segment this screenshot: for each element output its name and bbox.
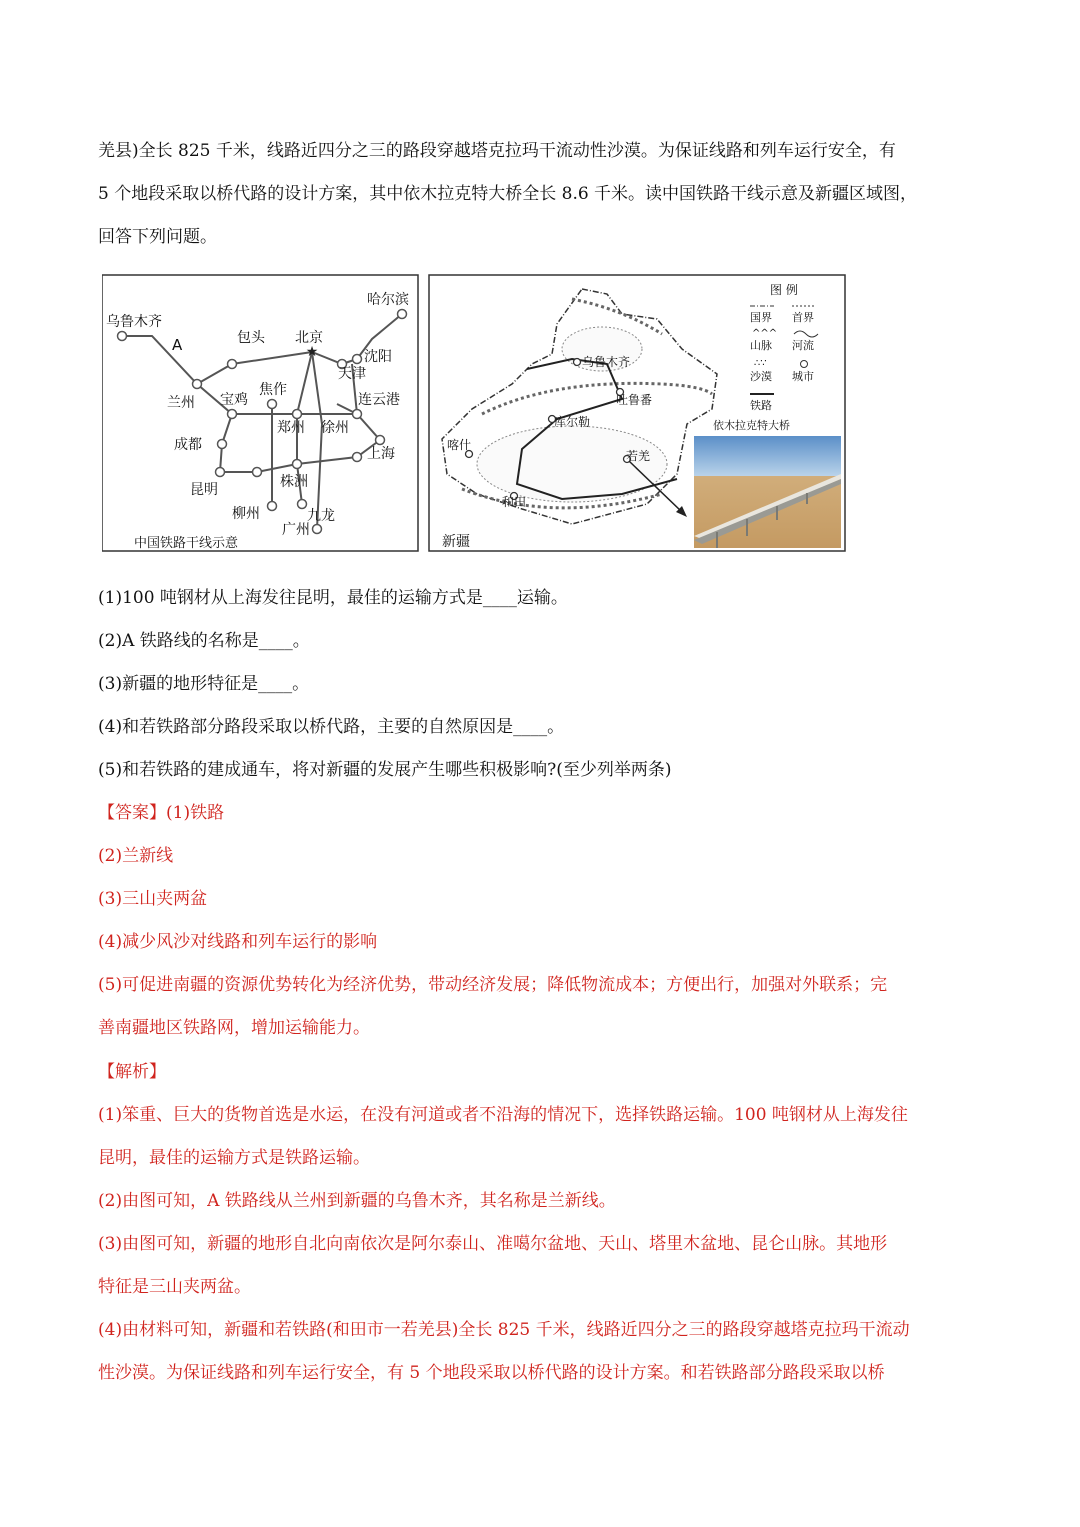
- city-label: 广州: [282, 522, 310, 538]
- analysis-line: (4)由材料可知，新疆和若铁路(和田市一若羌县)全长 825 千米，线路近四分之三的路段穿越塔克拉玛干流动: [98, 1320, 910, 1340]
- bridge-photo: [694, 436, 841, 548]
- intro-line: 回答下列问题。: [98, 227, 217, 247]
- city-label: 成都: [174, 437, 202, 453]
- answer-item: (4)减少风沙对线路和列车运行的影响: [98, 932, 378, 952]
- city-label: 哈尔滨: [367, 292, 409, 308]
- analysis-line: 特征是三山夹两盆。: [98, 1277, 251, 1297]
- intro-line: 羌县)全长 825 千米，线路近四分之三的路段穿越塔克拉玛干流动性沙漠。为保证线路和列车运行安全，有: [98, 141, 896, 161]
- tarim-basin: [477, 426, 667, 502]
- city-label: 宝鸡: [220, 392, 248, 408]
- analysis-line: 性沙漠。为保证线路和列车运行安全，有 5 个地段采取以桥代路的设计方案。和若铁路部分路段采取以桥: [98, 1363, 885, 1383]
- city-label: 焦作: [259, 382, 287, 398]
- question-item: (5)和若铁路的建成通车，将对新疆的发展产生哪些积极影响?(至少列举两条): [98, 760, 672, 780]
- analysis-line: (3)由图可知，新疆的地形自北向南依次是阿尔泰山、准噶尔盆地、天山、塔里木盆地、昆仑山脉。其地形: [98, 1234, 888, 1254]
- city-label: 徐州: [321, 420, 349, 436]
- answer-section: [98, 792, 988, 1050]
- place-label: 喀什: [447, 438, 472, 452]
- answer-line-1: [98, 792, 988, 835]
- legend-label: 首界: [792, 311, 814, 324]
- legend-label: 沙漠: [750, 370, 772, 383]
- questions: [98, 577, 988, 792]
- analysis-line: 昆明，最佳的运输方式是铁路运输。: [98, 1148, 370, 1168]
- analysis-line: (2)由图可知，A 铁路线从兰州到新疆的乌鲁木齐，其名称是兰新线。: [98, 1191, 616, 1211]
- question-item: (2)A 铁路线的名称是____。: [98, 631, 310, 651]
- analysis-label: 【解析】: [98, 1062, 166, 1082]
- legend-label: 国界: [750, 311, 772, 324]
- city-label: 沈阳: [364, 349, 392, 365]
- city-label: 株洲: [280, 474, 308, 490]
- intro-line: 5 个地段采取以桥代路的设计方案，其中依木拉克特大桥全长 8.6 千米。读中国铁路干线示意及新疆区域图，: [98, 184, 918, 204]
- legend-label: 铁路: [750, 399, 772, 412]
- city-label: 兰州: [167, 395, 195, 411]
- place-label: 吐鲁番: [616, 393, 653, 407]
- city-label: 连云港: [358, 392, 400, 408]
- answer-label: 【答案】: [98, 803, 166, 823]
- city-label: 包头: [237, 330, 265, 346]
- place-label: 若羌: [626, 449, 651, 463]
- city-label: 乌鲁木齐: [106, 314, 162, 330]
- mountain-symbol-icon: ^^^: [752, 328, 778, 339]
- map-caption: 中国铁路干线示意: [134, 536, 239, 551]
- analysis-line: (1)笨重、巨大的货物首选是水运，在没有河道或者不沿海的情况下，选择铁路运输。100 吨钢材从上海发往: [98, 1105, 908, 1125]
- answer-item: (5)可促进南疆的资源优势转化为经济优势，带动经济发展；降低物流成本；方便出行，加强对外联系；完: [98, 975, 888, 995]
- answer-item: (1)铁路: [166, 803, 225, 823]
- answer-item: (3)三山夹两盆: [98, 889, 208, 909]
- xinjiang-map: [429, 275, 845, 551]
- city-label: 昆明: [190, 482, 218, 498]
- city-label: 天津: [338, 366, 366, 382]
- place-label: 乌鲁木齐: [582, 355, 631, 369]
- answer-item: (2)兰新线: [98, 846, 174, 866]
- legend-label: 山脉: [750, 339, 772, 352]
- legend-title: 图 例: [770, 283, 798, 297]
- map-figure-svg: [102, 274, 848, 554]
- legend-label: 城市: [792, 370, 814, 383]
- map-caption: 新疆: [442, 534, 470, 550]
- question-item: (4)和若铁路部分路段采取以桥代路，主要的自然原因是____。: [98, 717, 565, 737]
- city-label: 九龙: [307, 508, 335, 524]
- intro-paragraph: [98, 130, 988, 259]
- place-label: 库尔勒: [554, 415, 591, 429]
- railway-a-label: A: [172, 336, 183, 354]
- desert-symbol-icon: ∴∵: [754, 358, 767, 369]
- answer-item: 善南疆地区铁路网，增加运输能力。: [98, 1018, 370, 1038]
- capital-star-icon: ★: [305, 344, 319, 360]
- city-label: 郑州: [277, 420, 305, 436]
- place-label: 和田: [502, 495, 527, 509]
- city-label: 上海: [367, 446, 395, 462]
- question-item: (1)100 吨钢材从上海发往昆明，最佳的运输方式是____运输。: [98, 588, 568, 608]
- china-railway-map: [102, 275, 418, 551]
- question-item: (3)新疆的地形特征是____。: [98, 674, 310, 694]
- analysis-section: [98, 1051, 988, 1395]
- map-figure: [102, 274, 848, 554]
- city-label: 柳州: [232, 506, 260, 522]
- city-symbol-icon: [801, 361, 808, 368]
- legend-label: 河流: [792, 339, 814, 352]
- photo-label: 依木拉克特大桥: [713, 419, 790, 432]
- city-label: 北京: [295, 330, 323, 346]
